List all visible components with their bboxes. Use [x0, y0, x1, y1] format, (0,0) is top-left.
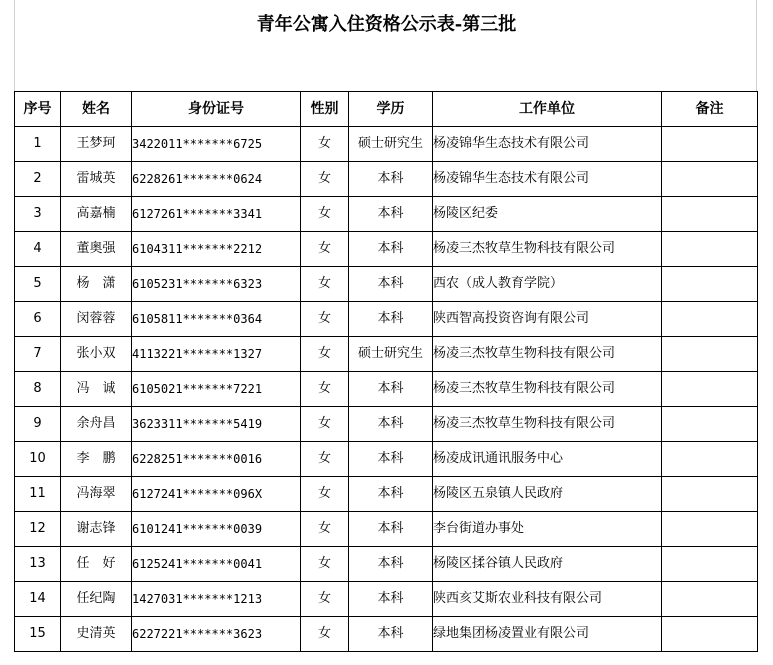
table-row	[15, 162, 758, 197]
employer-cell: 陕西智高投资咨询有限公司	[433, 302, 662, 337]
employer-cell: 杨凌三杰牧草生物科技有限公司	[433, 232, 662, 267]
name-cell: 冯 诚	[61, 372, 132, 407]
table-row	[15, 547, 758, 582]
sex-cell: 女	[301, 512, 349, 547]
table-row	[15, 302, 758, 337]
name-cell: 张小双	[61, 337, 132, 372]
education-cell: 本科	[349, 162, 433, 197]
row-number: 4	[15, 232, 61, 267]
id-number-cell: 6101241*******0039	[132, 512, 301, 547]
employer-cell: 杨凌三杰牧草生物科技有限公司	[433, 337, 662, 372]
table-row	[15, 197, 758, 232]
row-number: 1	[15, 127, 61, 162]
sex-cell: 女	[301, 232, 349, 267]
column-header-no: 序号	[15, 92, 61, 127]
id-number-cell: 6105021*******7221	[132, 372, 301, 407]
employer-cell: 杨陵区揉谷镇人民政府	[433, 547, 662, 582]
education-cell: 本科	[349, 407, 433, 442]
note-cell	[662, 617, 758, 652]
education-cell: 本科	[349, 302, 433, 337]
note-cell	[662, 442, 758, 477]
note-cell	[662, 267, 758, 302]
employer-cell: 绿地集团杨凌置业有限公司	[433, 617, 662, 652]
row-number: 14	[15, 582, 61, 617]
employer-cell: 西农（成人教育学院）	[433, 267, 662, 302]
employer-cell: 杨陵区五泉镇人民政府	[433, 477, 662, 512]
note-cell	[662, 232, 758, 267]
row-number: 10	[15, 442, 61, 477]
table-row	[15, 267, 758, 302]
table-row	[15, 477, 758, 512]
name-cell: 任纪陶	[61, 582, 132, 617]
sex-cell: 女	[301, 547, 349, 582]
header-row	[15, 92, 758, 127]
note-cell	[662, 477, 758, 512]
education-cell: 本科	[349, 372, 433, 407]
sex-cell: 女	[301, 407, 349, 442]
id-number-cell: 4113221*******1327	[132, 337, 301, 372]
column-header-employer: 工作单位	[433, 92, 662, 127]
sex-cell: 女	[301, 582, 349, 617]
name-cell: 杨 潇	[61, 267, 132, 302]
education-cell: 本科	[349, 582, 433, 617]
table-row	[15, 617, 758, 652]
column-header-sex: 性别	[301, 92, 349, 127]
education-cell: 本科	[349, 477, 433, 512]
sex-cell: 女	[301, 302, 349, 337]
name-cell: 雷城英	[61, 162, 132, 197]
id-number-cell: 6127261*******3341	[132, 197, 301, 232]
employer-cell: 杨凌锦华生态技术有限公司	[433, 162, 662, 197]
note-cell	[662, 337, 758, 372]
sex-cell: 女	[301, 477, 349, 512]
sex-cell: 女	[301, 127, 349, 162]
sex-cell: 女	[301, 442, 349, 477]
table-row	[15, 512, 758, 547]
roster-table	[14, 91, 758, 652]
id-number-cell: 3623311*******5419	[132, 407, 301, 442]
table-row	[15, 582, 758, 617]
sex-cell: 女	[301, 617, 349, 652]
note-cell	[662, 127, 758, 162]
note-cell	[662, 372, 758, 407]
note-cell	[662, 582, 758, 617]
table-row	[15, 442, 758, 477]
column-header-name: 姓名	[61, 92, 132, 127]
id-number-cell: 6227221*******3623	[132, 617, 301, 652]
row-number: 15	[15, 617, 61, 652]
row-number: 12	[15, 512, 61, 547]
employer-cell: 杨陵区纪委	[433, 197, 662, 232]
education-cell: 本科	[349, 197, 433, 232]
row-number: 11	[15, 477, 61, 512]
education-cell: 本科	[349, 617, 433, 652]
table-row	[15, 407, 758, 442]
sex-cell: 女	[301, 337, 349, 372]
id-number-cell: 6228251*******0016	[132, 442, 301, 477]
education-cell: 硕士研究生	[349, 127, 433, 162]
note-cell	[662, 197, 758, 232]
education-cell: 本科	[349, 547, 433, 582]
id-number-cell: 6105811*******0364	[132, 302, 301, 337]
table-row	[15, 372, 758, 407]
name-cell: 冯海翠	[61, 477, 132, 512]
note-cell	[662, 547, 758, 582]
sex-cell: 女	[301, 267, 349, 302]
note-cell	[662, 407, 758, 442]
education-cell: 本科	[349, 267, 433, 302]
row-number: 7	[15, 337, 61, 372]
note-cell	[662, 162, 758, 197]
name-cell: 任 好	[61, 547, 132, 582]
id-number-cell: 6127241*******096X	[132, 477, 301, 512]
table-row	[15, 337, 758, 372]
column-header-id: 身份证号	[132, 92, 301, 127]
id-number-cell: 3422011*******6725	[132, 127, 301, 162]
column-header-note: 备注	[662, 92, 758, 127]
column-header-education: 学历	[349, 92, 433, 127]
employer-cell: 杨凌三杰牧草生物科技有限公司	[433, 407, 662, 442]
name-cell: 余舟昌	[61, 407, 132, 442]
row-number: 6	[15, 302, 61, 337]
employer-cell: 杨凌三杰牧草生物科技有限公司	[433, 372, 662, 407]
id-number-cell: 6104311*******2212	[132, 232, 301, 267]
employer-cell: 陕西亥艾斯农业科技有限公司	[433, 582, 662, 617]
employer-cell: 李台街道办事处	[433, 512, 662, 547]
education-cell: 硕士研究生	[349, 337, 433, 372]
row-number: 8	[15, 372, 61, 407]
row-number: 2	[15, 162, 61, 197]
page-title: 青年公寓入住资格公示表-第三批	[256, 14, 517, 35]
id-number-cell: 6228261*******0624	[132, 162, 301, 197]
name-cell: 李 鹏	[61, 442, 132, 477]
row-number: 5	[15, 267, 61, 302]
sex-cell: 女	[301, 197, 349, 232]
name-cell: 王梦珂	[61, 127, 132, 162]
employer-cell: 杨凌锦华生态技术有限公司	[433, 127, 662, 162]
name-cell: 董奥强	[61, 232, 132, 267]
row-number: 9	[15, 407, 61, 442]
education-cell: 本科	[349, 232, 433, 267]
education-cell: 本科	[349, 442, 433, 477]
employer-cell: 杨凌成讯通讯服务中心	[433, 442, 662, 477]
sex-cell: 女	[301, 372, 349, 407]
table-row	[15, 127, 758, 162]
row-number: 13	[15, 547, 61, 582]
education-cell: 本科	[349, 512, 433, 547]
name-cell: 谢志锋	[61, 512, 132, 547]
id-number-cell: 6105231*******6323	[132, 267, 301, 302]
name-cell: 史清英	[61, 617, 132, 652]
row-number: 3	[15, 197, 61, 232]
table-row	[15, 232, 758, 267]
id-number-cell: 1427031*******1213	[132, 582, 301, 617]
name-cell: 闵蓉蓉	[61, 302, 132, 337]
name-cell: 高嘉楠	[61, 197, 132, 232]
sex-cell: 女	[301, 162, 349, 197]
note-cell	[662, 512, 758, 547]
id-number-cell: 6125241*******0041	[132, 547, 301, 582]
note-cell	[662, 302, 758, 337]
